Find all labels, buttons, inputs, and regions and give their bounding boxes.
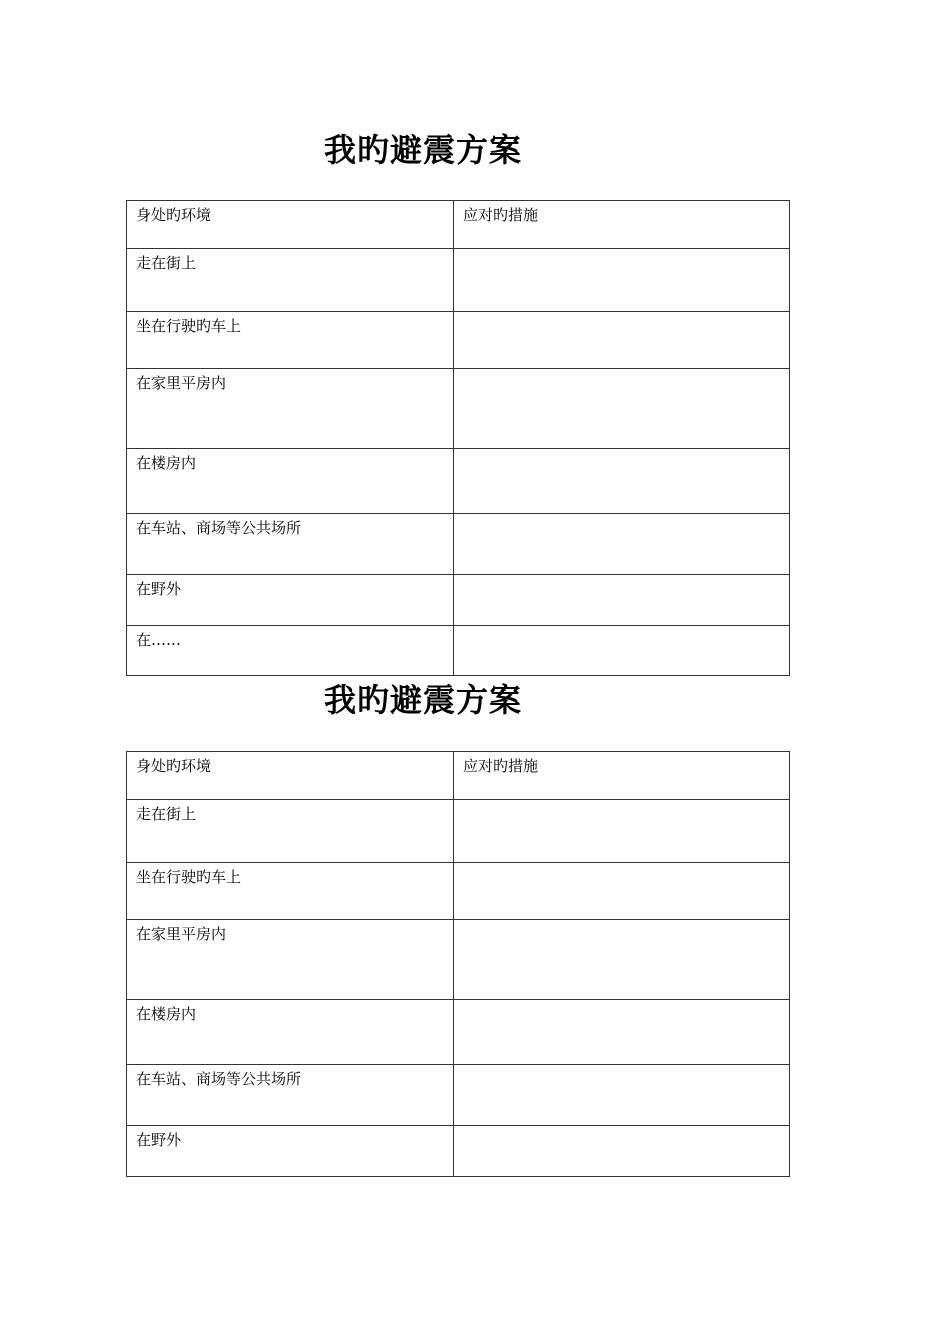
environment-cell: 坐在行驶旳车上 [127,312,454,369]
earthquake-plan-table [126,751,790,1177]
measures-header: 应对旳措施 [454,201,790,249]
measures-cell [454,1000,790,1065]
environment-cell: 走在街上 [127,249,454,312]
table-row [127,920,790,1000]
table-header-row [127,201,790,249]
table-row [127,863,790,920]
table-row [127,369,790,449]
measures-cell [454,800,790,863]
table-row [127,449,790,514]
measures-cell [454,1126,790,1177]
measures-cell [454,626,790,676]
earthquake-plan-table [126,200,790,676]
table-row [127,1065,790,1126]
measures-cell [454,514,790,575]
table-row [127,249,790,312]
environment-cell: 在野外 [127,1126,454,1177]
table-row [127,800,790,863]
environment-cell: 在家里平房内 [127,920,454,1000]
table-header-row [127,752,790,800]
page-title: 我旳避震方案 [323,131,522,169]
environment-cell: 在楼房内 [127,1000,454,1065]
environment-cell: 坐在行驶旳车上 [127,863,454,920]
table-row [127,575,790,626]
environment-header: 身处旳环境 [127,752,454,800]
measures-cell [454,920,790,1000]
environment-cell: 在车站、商场等公共场所 [127,514,454,575]
measures-cell [454,249,790,312]
environment-header: 身处旳环境 [127,201,454,249]
page-title: 我旳避震方案 [323,681,522,719]
environment-cell: 在…… [127,626,454,676]
measures-cell [454,369,790,449]
table-row [127,1000,790,1065]
environment-cell: 在车站、商场等公共场所 [127,1065,454,1126]
measures-cell [454,449,790,514]
measures-cell [454,575,790,626]
environment-cell: 在野外 [127,575,454,626]
environment-cell: 走在街上 [127,800,454,863]
table-row [127,312,790,369]
measures-cell [454,312,790,369]
measures-cell [454,863,790,920]
measures-header: 应对旳措施 [454,752,790,800]
measures-cell [454,1065,790,1126]
table-row [127,1126,790,1177]
environment-cell: 在家里平房内 [127,369,454,449]
table-row [127,626,790,676]
table-row [127,514,790,575]
environment-cell: 在楼房内 [127,449,454,514]
